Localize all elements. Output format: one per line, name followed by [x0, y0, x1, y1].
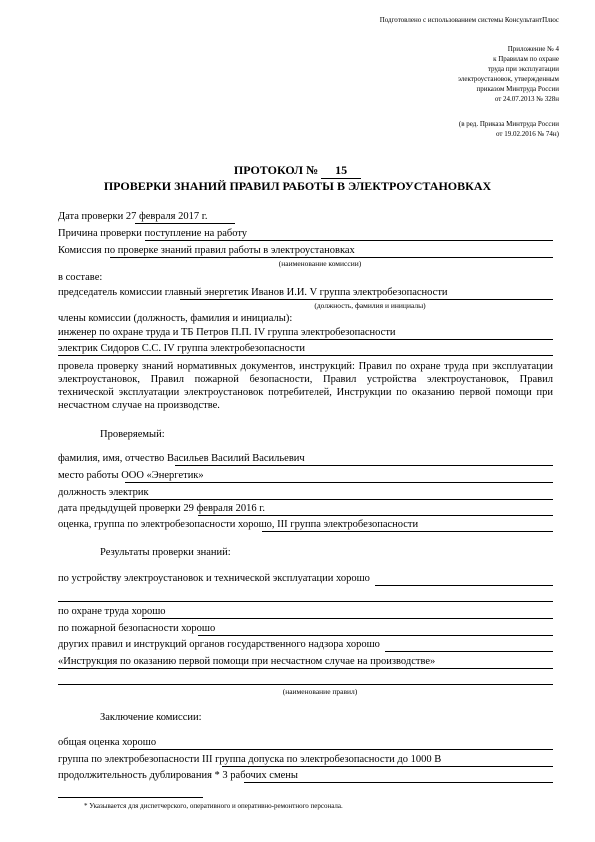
overall-row	[58, 736, 156, 749]
group-value: III группа допуска по электробезопасности до 1000 В	[201, 754, 442, 765]
date-row	[58, 210, 207, 223]
group-row	[58, 753, 441, 766]
date-label: Дата проверки	[58, 211, 124, 222]
duplication-row	[58, 769, 298, 782]
protocol-title	[0, 163, 595, 179]
duplication-value: 3 рабочих смены	[222, 770, 298, 781]
appendix-line: электроустановок, утвержденным	[458, 75, 559, 83]
duplication-label: продолжительность дублирования *	[58, 770, 220, 781]
conclusion-heading: Заключение комиссии:	[100, 712, 202, 723]
position-value: электрик	[108, 487, 149, 498]
appendix-line: труда при эксплуатации	[487, 65, 559, 73]
fire-value: хорошо	[181, 623, 216, 634]
appendix-line: к Правилам по охране	[493, 55, 559, 63]
grade-value: хорошо, III группа электробезопасности	[237, 519, 419, 530]
members-label: члены комиссии (должность, фамилия и инициалы):	[58, 313, 293, 324]
position-label: должность	[58, 487, 107, 498]
workplace-label: место работы	[58, 470, 119, 481]
reason-label: Причина проверки	[58, 228, 142, 239]
header-note: Подготовлено с использованием системы КонсультантПлюс	[379, 16, 559, 24]
chairman-label: председатель комиссии	[58, 287, 163, 298]
footnote: * Указывается для диспетчерского, оперативного и оперативно-ремонтного персонала.	[84, 802, 343, 810]
device-value: хорошо	[335, 573, 370, 584]
edition-line: (в ред. Приказа Минтруда России	[458, 120, 559, 128]
fire-label: по пожарной безопасности	[58, 623, 179, 634]
safety-row	[58, 605, 166, 618]
prev-date-row	[58, 502, 265, 515]
other-rules-row	[58, 638, 380, 651]
chairman-row	[58, 286, 448, 299]
protocol-number: 15	[321, 163, 361, 179]
appendix-line: от 24.07.2013 № 328н	[494, 95, 559, 103]
prev-date-label: дата предыдущей проверки	[58, 503, 181, 514]
safety-label: по охране труда	[58, 606, 129, 617]
commission-row	[58, 244, 355, 257]
other-rules-label: других правил и инструкций органов государственного надзора	[58, 639, 344, 650]
workplace-value: ООО «Энергетик»	[121, 470, 204, 481]
position-row	[58, 486, 149, 499]
commission-value: по проверке знаний правил работы в электроустановках	[104, 245, 355, 256]
edition-note	[339, 119, 559, 139]
overall-value: хорошо	[122, 737, 157, 748]
chairman-value: главный энергетик Иванов И.И. V группа электробезопасности	[164, 287, 448, 298]
workplace-row	[58, 469, 204, 482]
appendix-line: приказом Минтруда России	[476, 85, 559, 93]
reason-value: поступление на работу	[144, 228, 248, 239]
grade-label: оценка, группа по электробезопасности	[58, 519, 236, 530]
results-heading: Результаты проверки знаний:	[100, 547, 231, 558]
grade-row	[58, 518, 418, 531]
composition-label: в составе:	[58, 272, 103, 283]
appendix-line: Приложение № 4	[507, 45, 559, 53]
name-value: Васильев Василий Васильевич	[166, 453, 305, 464]
appendix-block	[339, 44, 559, 104]
commission-label: Комиссия	[58, 245, 102, 256]
prev-date-value: 29 февраля 2016 г.	[183, 503, 265, 514]
date-value: 27 февраля 2017 г.	[125, 211, 208, 222]
protocol-subtitle: ПРОВЕРКИ ЗНАНИЙ ПРАВИЛ РАБОТЫ В ЭЛЕКТРОУСТАНОВКАХ	[103, 179, 492, 193]
commission-caption: (наименование комиссии)	[278, 259, 362, 268]
device-label: по устройству электроустановок и технической эксплуатации	[58, 573, 334, 584]
group-label: группа по электробезопасности	[58, 754, 200, 765]
fire-row	[58, 622, 215, 635]
examinee-heading: Проверяемый:	[100, 429, 165, 440]
overall-label: общая оценка	[58, 737, 120, 748]
name-row	[58, 452, 305, 465]
regulations-text: провела проверку знаний нормативных документов, инструкций: Правил по охране труда при эксплуатации электроустановок, Правил пожарной безопасности, Правил устройства электроустановок, Правил технической эксплуатации электроустановок потребителей, Инструкции по оказанию первой помощи при несчастном случае на производстве.	[58, 361, 553, 411]
member-2: электрик Сидоров С.С. IV группа электробезопасности	[58, 343, 306, 354]
device-row	[58, 572, 370, 585]
protocol-title-prefix: ПРОТОКОЛ №	[233, 163, 319, 177]
other-rules-value: хорошо	[345, 639, 380, 650]
edition-line: от 19.02.2016 № 74н)	[496, 130, 559, 138]
reason-row	[58, 227, 247, 240]
chairman-caption: (должность, фамилия и инициалы)	[314, 301, 426, 310]
name-label: фамилия, имя, отчество	[58, 453, 165, 464]
member-1: инженер по охране труда и ТБ Петров П.П. IV группа электробезопасности	[58, 327, 396, 338]
instruction-name: «Инструкция по оказанию первой помощи при несчастном случае на производстве»	[58, 656, 436, 667]
safety-value: хорошо	[131, 606, 166, 617]
rules-caption: (наименование правил)	[282, 687, 358, 696]
